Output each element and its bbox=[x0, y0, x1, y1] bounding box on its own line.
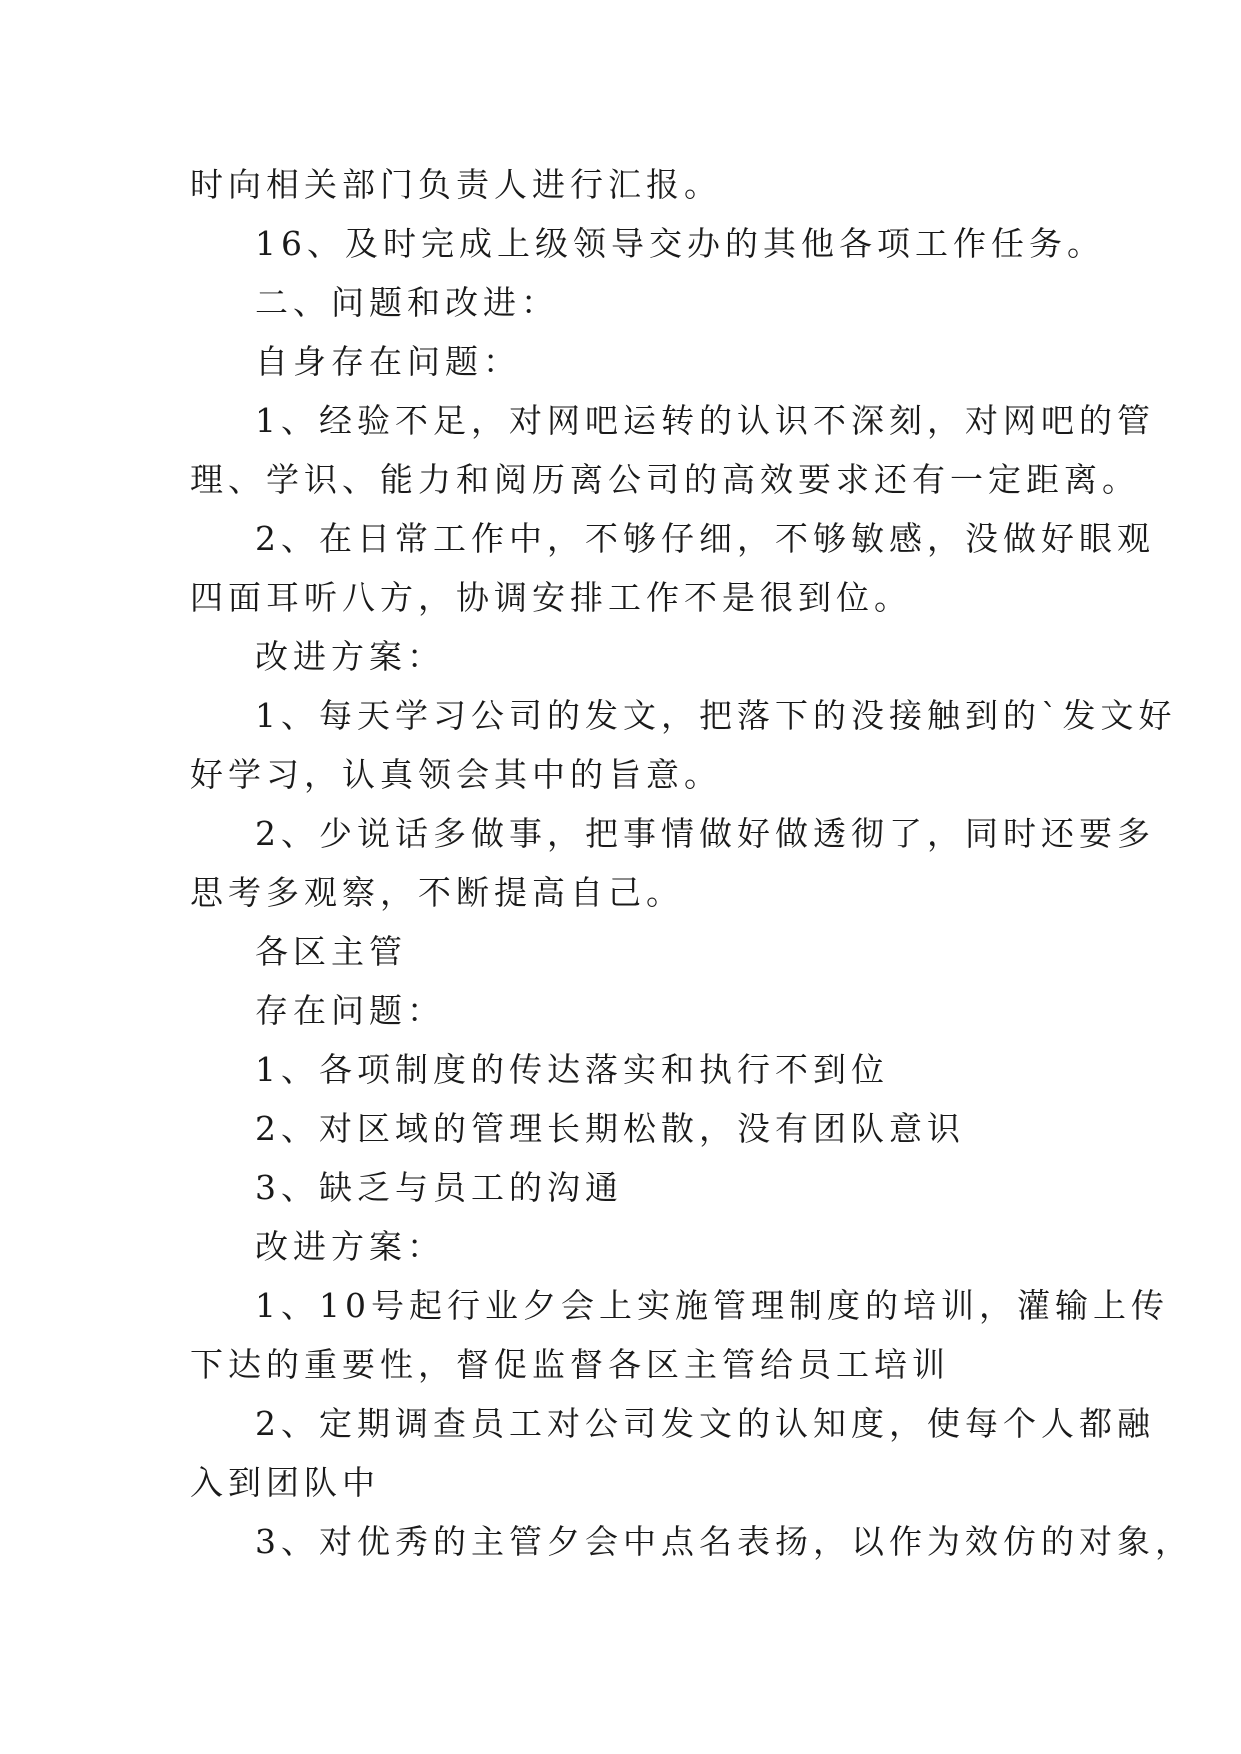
text-line: 1、各项制度的传达落实和执行不到位 bbox=[255, 1050, 889, 1089]
text-line: 理、学识、能力和阅历离公司的高效要求还有一定距离。 bbox=[190, 460, 1140, 499]
text-line: 下达的重要性，督促监督各区主管给员工培训 bbox=[190, 1345, 950, 1384]
text-line: 2、定期调查员工对公司发文的认知度，使每个人都融 bbox=[255, 1404, 1155, 1443]
text-line: 2、在日常工作中，不够仔细，不够敏感，没做好眼观 bbox=[255, 519, 1155, 558]
subheading: 改进方案： bbox=[255, 1227, 445, 1266]
text-line: 1、10号起行业夕会上实施管理制度的培训，灌输上传 bbox=[255, 1286, 1169, 1325]
text-line: 3、对优秀的主管夕会中点名表扬，以作为效仿的对象， bbox=[255, 1522, 1193, 1561]
subheading: 自身存在问题： bbox=[255, 342, 521, 381]
subheading: 存在问题： bbox=[255, 991, 445, 1030]
text-line: 思考多观察，不断提高自己。 bbox=[190, 873, 684, 912]
text-line: 2、对区域的管理长期松散，没有团队意识 bbox=[255, 1109, 965, 1148]
text-line: 四面耳听八方，协调安排工作不是很到位。 bbox=[190, 578, 912, 617]
text-line: 1、每天学习公司的发文，把落下的没接触到的`发文好 bbox=[255, 696, 1177, 735]
subheading: 各区主管 bbox=[255, 932, 407, 971]
text-line: 1、经验不足，对网吧运转的认识不深刻，对网吧的管 bbox=[255, 401, 1155, 440]
text-line: 3、缺乏与员工的沟通 bbox=[255, 1168, 623, 1207]
subheading: 改进方案： bbox=[255, 637, 445, 676]
text-line: 16、及时完成上级领导交办的其他各项工作任务。 bbox=[255, 224, 1105, 263]
section-heading: 二、问题和改进： bbox=[255, 283, 559, 322]
text-line: 时向相关部门负责人进行汇报。 bbox=[190, 165, 722, 204]
text-line: 好学习，认真领会其中的旨意。 bbox=[190, 755, 722, 794]
text-line: 2、少说话多做事，把事情做好做透彻了，同时还要多 bbox=[255, 814, 1155, 853]
text-line: 入到团队中 bbox=[190, 1463, 380, 1502]
